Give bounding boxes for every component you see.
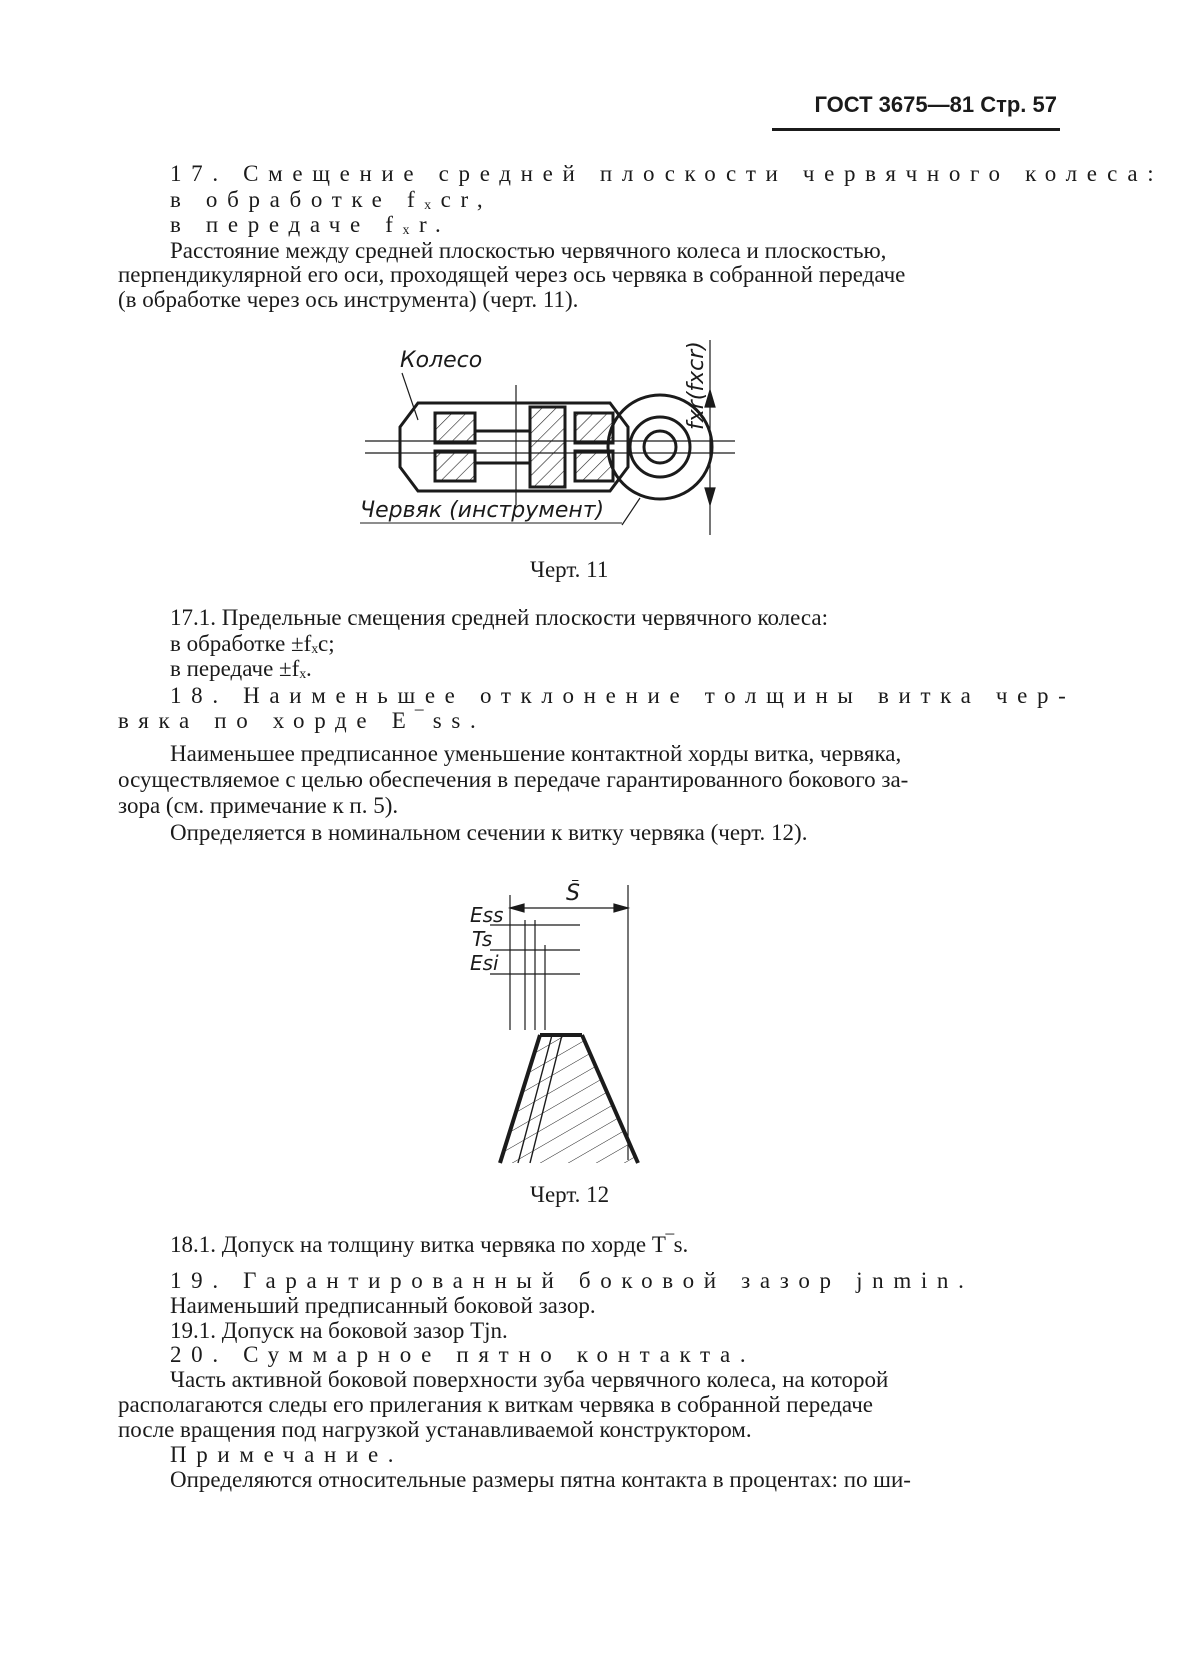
figure-11-drawing [360, 335, 800, 570]
item-20-definition-1: Часть активной боковой поверхности зуба червячного колеса, на которой [170, 1367, 889, 1392]
item-20-definition-3: после вращения под нагрузкой устанавливаемой конструктором. [118, 1417, 752, 1442]
item-20-title: 20. Суммарное пятно контакта. [170, 1342, 756, 1367]
item-18-definition-1: Наименьшее предписанное уменьшение контактной хорды витка, червяка, [170, 741, 902, 766]
item-18-1: 18.1. Допуск на толщину витка червяка по хорде T‾s. [170, 1232, 689, 1257]
label-ts: Ts [472, 927, 493, 951]
item-17-1-transmission: в передаче ±fₓ. [170, 656, 312, 681]
item-18-title-1: 18. Наименьшее отклонение толщины витка чер- [170, 683, 1076, 708]
label-s: S̄ [566, 881, 580, 906]
item-17-definition-1: Расстояние между средней плоскостью червячного колеса и плоскостью, [170, 238, 887, 263]
item-18-title-2: вяка по хорде E‾ss. [118, 708, 486, 733]
label-esi: Esi [470, 951, 499, 975]
label-worm-tool: Червяк (инструмент) [360, 498, 605, 523]
header-rule [772, 128, 1060, 131]
item-19-1: 19.1. Допуск на боковой зазор Tjn. [170, 1318, 508, 1343]
item-17-definition-2: перпендикулярной его оси, проходящей через ось червяка в собранной передаче [118, 262, 906, 287]
item-18-definition-3: зора (см. примечание к п. 5). [118, 793, 399, 818]
wheel-section [400, 403, 628, 491]
item-19-title: 19. Гарантированный боковой зазор jnmin. [170, 1268, 974, 1293]
figure-12-caption: Черт. 12 [530, 1182, 610, 1207]
figure-12-drawing [470, 880, 710, 1175]
item-17-1-title: 17.1. Предельные смещения средней плоскости червячного колеса: [170, 605, 829, 630]
item-18-definition-2: осуществляемое с целью обеспечения в передаче гарантированного бокового за- [118, 767, 909, 792]
item-17-definition-3: (в обработке через ось инструмента) (черт. 11). [118, 287, 579, 312]
label-wheel: Колесо [400, 348, 483, 373]
item-17-processing: в обработке fₓcr, [170, 187, 493, 212]
note-text: Определяются относительные размеры пятна контакта в процентах: по ши- [170, 1467, 911, 1492]
item-17-title: 17. Смещение средней плоскости червячного колеса: [170, 161, 1164, 186]
item-18-section: Определяется в номинальном сечении к витку червяка (черт. 12). [170, 820, 808, 845]
item-17-1-processing: в обработке ±fₓc; [170, 631, 335, 656]
item-20-definition-2: располагаются следы его прилегания к виткам червяка в собранной передаче [118, 1392, 873, 1417]
item-19-definition: Наименьший предписанный боковой зазор. [170, 1293, 596, 1318]
note-heading: Примечание. [170, 1442, 404, 1467]
item-17-transmission: в передаче fₓr. [170, 212, 451, 237]
label-offset: fxr(fxcr) [684, 341, 709, 430]
figure-11-caption: Черт. 11 [530, 557, 609, 582]
label-ess: Ess [470, 903, 504, 927]
page-header: ГОСТ 3675—81 Стр. 57 [814, 92, 1057, 117]
